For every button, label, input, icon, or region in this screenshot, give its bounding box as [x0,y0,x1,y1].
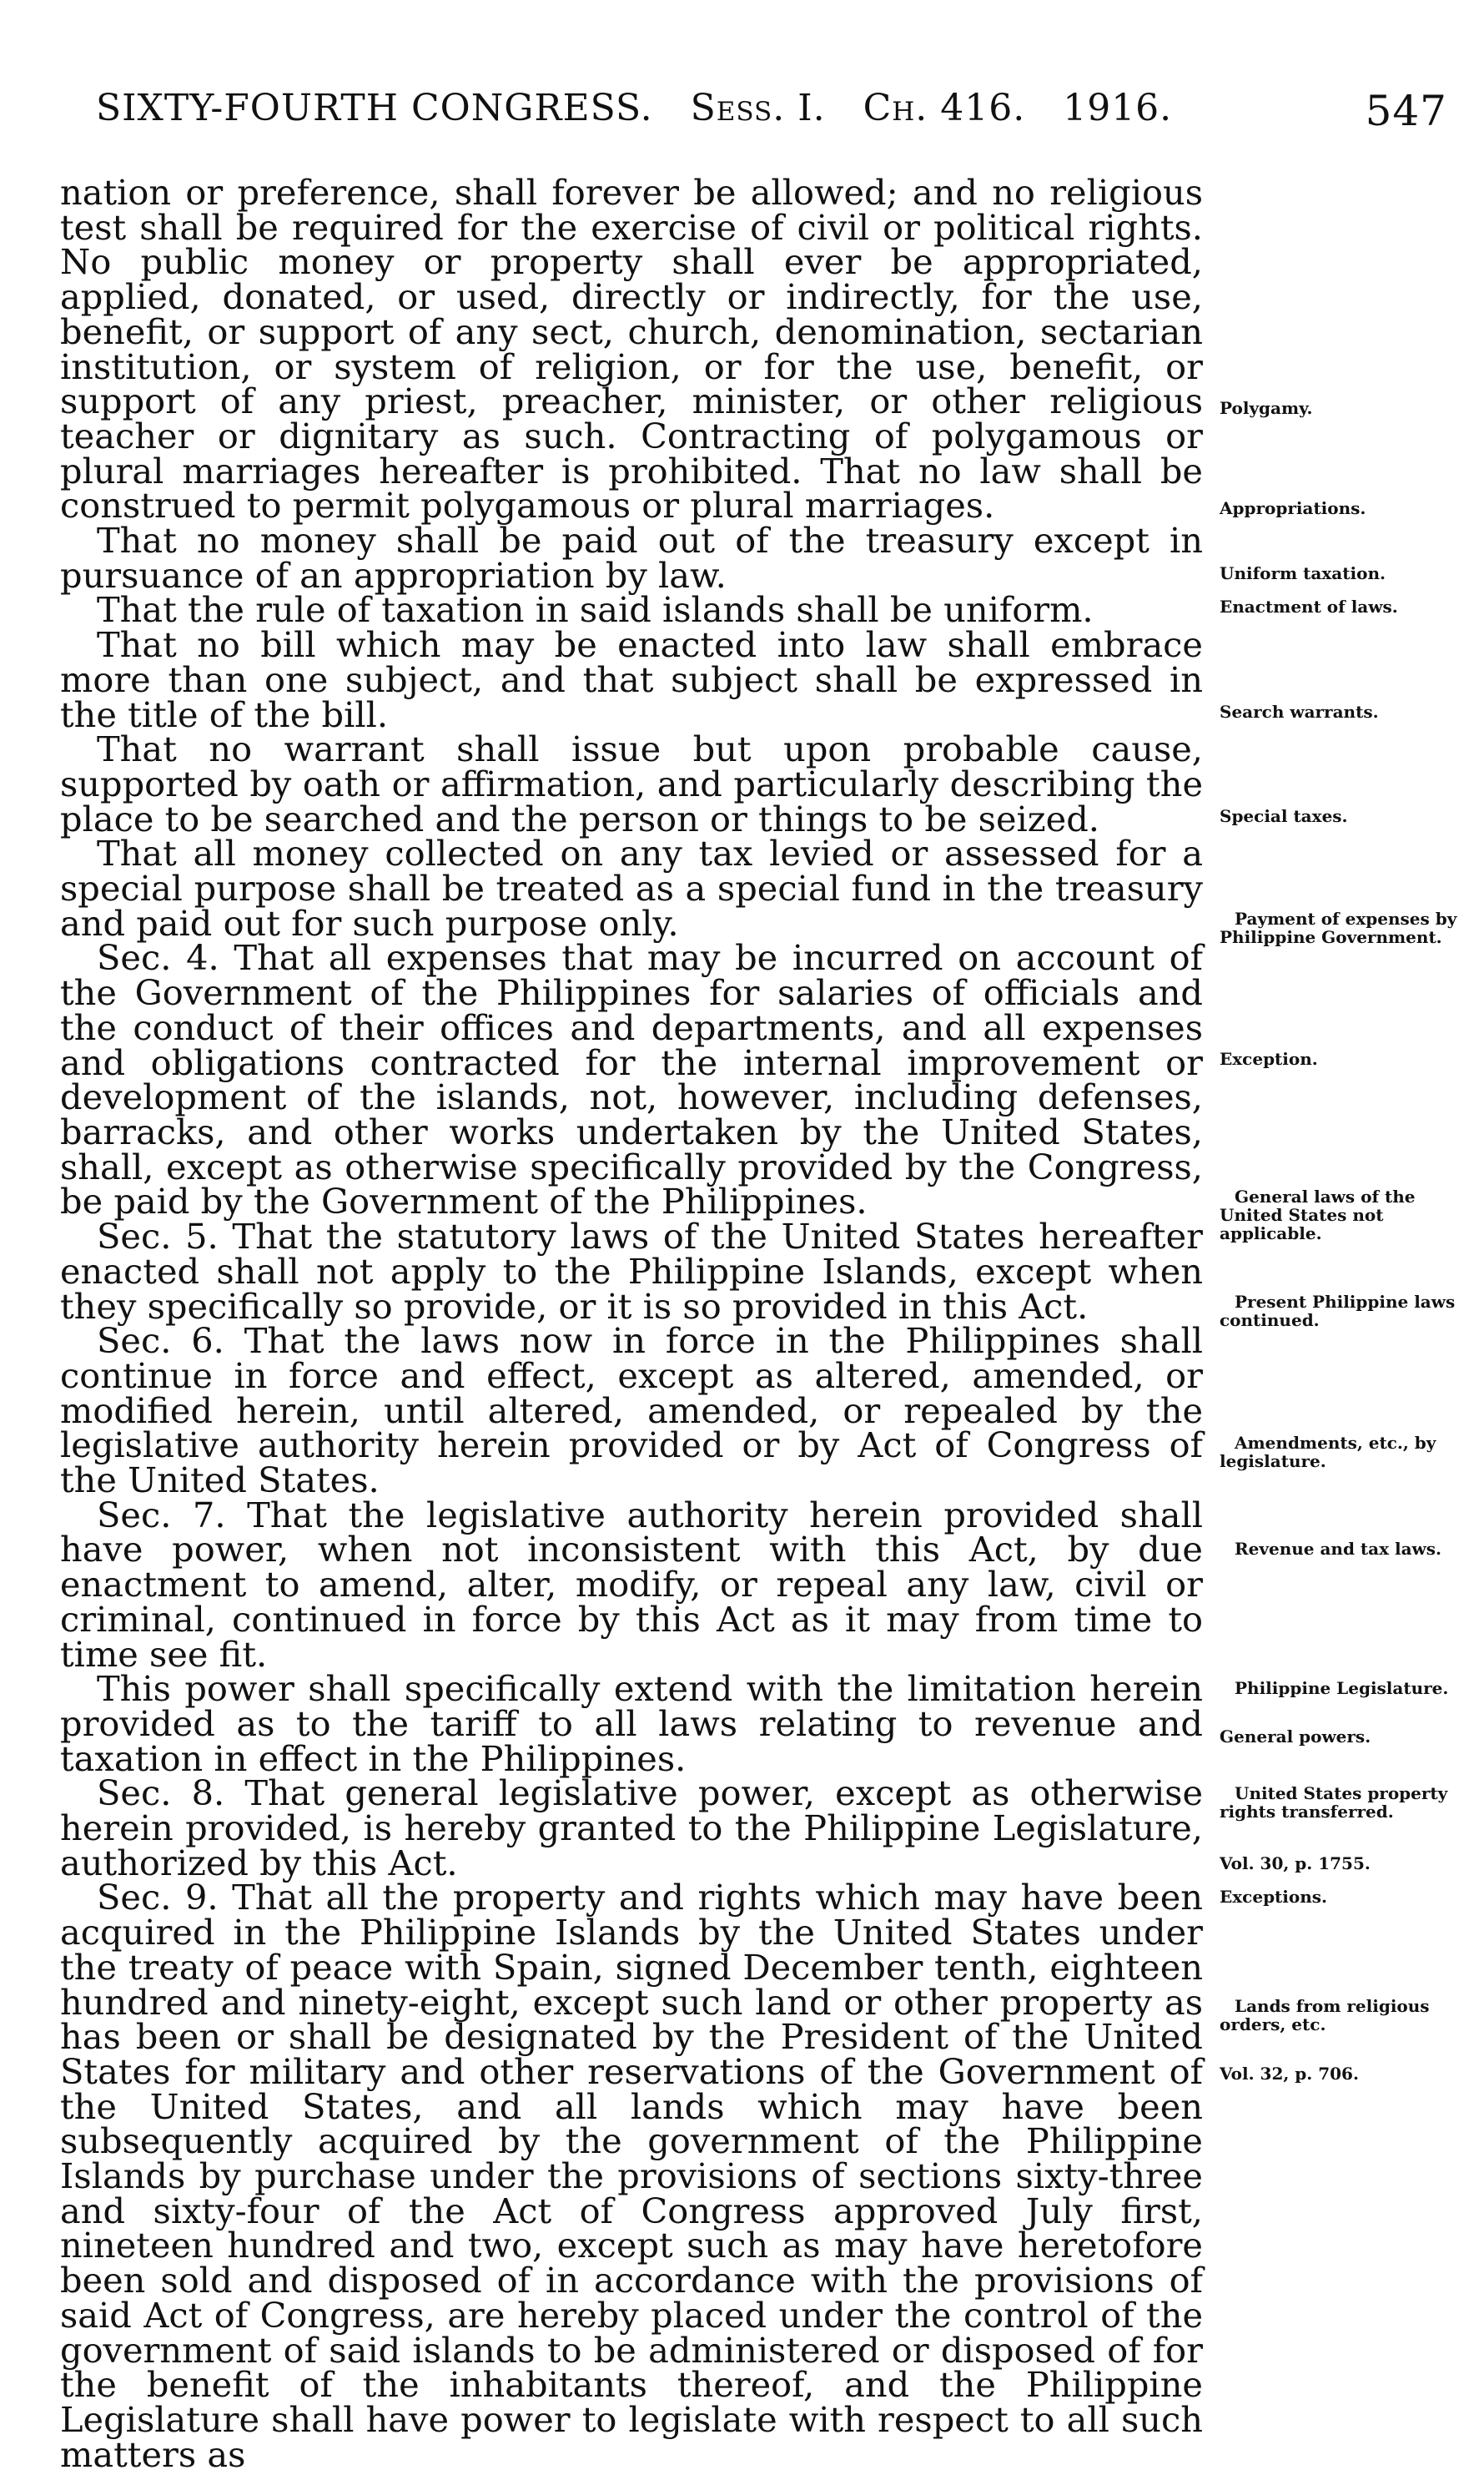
note-vol32: Vol. 32, p. 706. [1220,2064,1359,2084]
note-us-property: United States property rights transferred. [1220,1783,1448,1822]
margin-notes [1220,0,1470,2403]
note-general-powers: General powers. [1220,1726,1371,1747]
note-revenue-tax-laws: Revenue and tax laws. [1235,1539,1441,1559]
body-text [60,172,1203,2475]
page-number: 547 [1365,87,1447,135]
note-general-laws: General laws of the United States not applicable. [1220,1187,1416,1243]
paragraph-special-taxes: That all money collected on any tax levied or assessed for a special purpose shall be treated as a special fund in the treasury and paid out for such purpose only. [60,833,1203,944]
paragraph-uniform-taxation: That the rule of taxation in said islands shall be uniform. [97,589,1094,631]
note-uniform-taxation: Uniform taxation. [1220,563,1386,583]
note-amendments: Amendments, etc., by legislature. [1220,1433,1436,1471]
running-title [96,87,1172,129]
paragraph-appropriations: That no money shall be paid out of the treasury except in pursuance of an appropriation by law. [60,520,1203,596]
note-exception: Exception. [1220,1049,1318,1069]
note-philippine-legislature: Philippine Legislature. [1235,1678,1449,1698]
note-special-taxes: Special taxes. [1220,806,1348,826]
paragraph-sec-9: Sec. 9. That all the property and rights which may have been acquired in the Philippine Islands by the United States under the treaty of peace with Spain, signed December tenth, eighteen hundred and ninety-eight, except such land or other property as has been or shall be designated by the President of the United States for military and other reservations of the Government of the United States, and all lands which may have been subsequently acquired by the government of the Philippine Islands by purchase under the provisions of sections sixty-three and sixty-four of the Act of Congress approved July first, nineteen hundred and two, except such as may have heretofore been sold and disposed of in accordance with the provisions of said Act of Congress, are hereby placed under the control of the government of said islands to be administered or disposed of for the benefit of the inhabitants thereof, and the Philippine Legislature shall have power to legislate with respect to all such matters as [60,1877,1203,2475]
paragraph-warrants: That no warrant shall issue but upon probable cause, supported by oath or affirmation, and particularly describing the place to be searched and the person or things to be seized. [60,728,1203,839]
note-payment-of-expenses: Payment of expenses by Philippine Government. [1220,909,1457,947]
note-enactment-of-laws: Enactment of laws. [1220,597,1398,617]
running-title-main: SIXTY-FOURTH CONGRESS. [96,87,653,129]
paragraph-continuation: nation or preference, shall forever be allowed; and no religious test shall be required for the exercise of civil or political rights. No public money or property shall ever be appropriated, applied, donated, or used, directly or indirectly, for the use, benefit, or support of any sect, church, denomination, sectarian institution, or system of religion, or for the use, benefit, or support of any priest, preacher, minister, or other religious teacher or dignitary as such. Contracting of polygamous or plural marriages hereafter is prohibited. That no law shall be construed to permit polygamous or plural marriages. [60,172,1203,527]
paragraph-sec-6: Sec. 6. That the laws now in force in the Philippines shall continue in force and effect, except as altered, amended, or modified herein, until altered, amended, or repealed by the legislative authority herein provided or by Act of Congress of the United States. [60,1320,1203,1501]
paragraph-enactment: That no bill which may be enacted into law shall embrace more than one subject, and that subject shall be expressed in the title of the bill. [60,624,1203,735]
paragraph-sec-8: Sec. 8. That general legislative power, except as otherwise herein provided, is hereby granted to the Philippine Legislature, authorized by this Act. [60,1772,1203,1883]
note-appropriations: Appropriations. [1220,498,1366,518]
note-present-laws: Present Philippine laws continued. [1220,1292,1456,1330]
paragraph-sec-5: Sec. 5. That the statutory laws of the United States hereafter enacted shall not apply to the Philippine Islands, except when they specifically so provide, or it is so provided in this Act. [60,1216,1203,1327]
running-title-year: 1916. [1063,87,1173,129]
paragraph-sec-7: Sec. 7. That the legislative authority herein provided shall have power, when not inconsistent with this Act, by due enactment to amend, alter, modify, or repeal any law, civil or criminal, continued in force by this Act as it may from time to time see fit. [60,1494,1203,1675]
note-search-warrants: Search warrants. [1220,702,1379,722]
paragraph-sec-4: Sec. 4. That all expenses that may be incurred on account of the Government of the Philippines for salaries of officials and the conduct of their offices and departments, and all expenses and obligations contracted for the internal improvement or development of the islands, not, however, including defenses, barracks, and other works undertaken by the United States, shall, except as otherwise specifically provided by the Congress, be paid by the Government of the Philippines. [60,937,1203,1222]
running-title-session: Sess. I. [690,87,826,129]
note-exceptions: Exceptions. [1220,1887,1327,1907]
running-title-chapter: Ch. 416. [863,87,1026,129]
note-vol30: Vol. 30, p. 1755. [1220,1853,1371,1873]
note-polygamy: Polygamy. [1220,398,1313,418]
note-lands-religious: Lands from religious orders, etc. [1220,1996,1430,2034]
paragraph-tariff-power: This power shall specifically extend with the limitation herein provided as to the tariff to all laws relating to revenue and taxation in effect in the Philippines. [60,1668,1203,1779]
